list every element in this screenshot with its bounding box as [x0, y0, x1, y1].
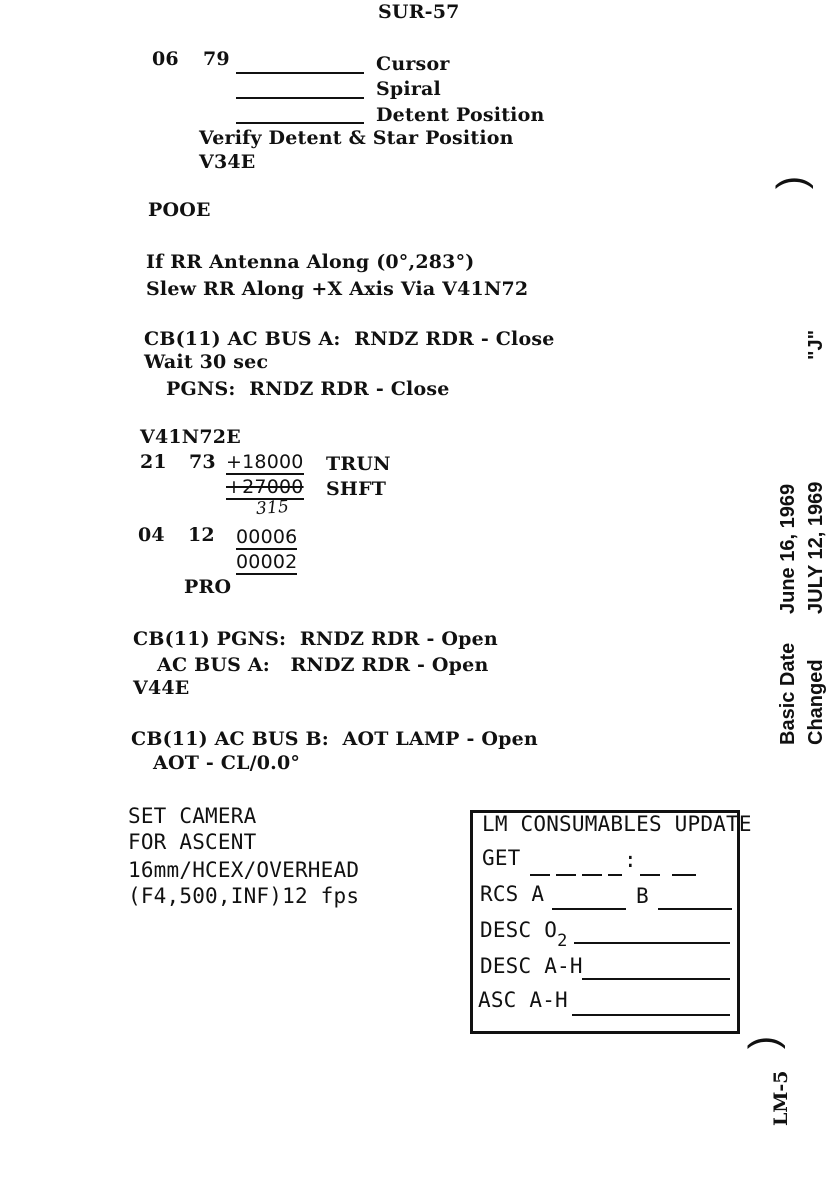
rr-slew-step: Slew RR Along +X Axis Via V41N72 [146, 278, 529, 300]
pooe-step: POOE [148, 199, 211, 221]
asc-ah-label: ASC A-H [478, 988, 568, 1012]
camera-line-4: (F4,500,INF)12 fps [128, 884, 360, 908]
get-label: GET [482, 846, 521, 870]
get-blank-3 [582, 874, 602, 876]
v41n72e-step: V41N72E [140, 426, 241, 448]
margin-mark-bottom: ( [747, 1035, 792, 1050]
rr-antenna-step: If RR Antenna Along (0°,283°) [146, 251, 475, 273]
cb-pgns-open: CB(11) PGNS: RNDZ RDR - Open [133, 628, 498, 650]
shft-label: SHFT [326, 478, 387, 500]
cursor-blank [236, 72, 364, 74]
basic-date: June 16, 1969 [777, 483, 799, 614]
detent-blank [236, 122, 364, 124]
asc-ah-blank [572, 1014, 730, 1016]
cursor-label: Cursor [376, 53, 450, 75]
spiral-blank [236, 97, 364, 99]
pro-step: PRO [184, 576, 232, 598]
desc-o2-blank [574, 942, 730, 944]
ac-bus-a-open: AC BUS A: RNDZ RDR - Open [157, 654, 489, 676]
v44e-step: V44E [133, 677, 190, 699]
aot-step: AOT - CL/0.0° [153, 752, 301, 774]
rcs-b-label: B [636, 884, 649, 908]
get-blank-1 [530, 874, 550, 876]
register-04: 04 [138, 524, 165, 546]
get-blank-6 [672, 874, 696, 876]
register-12: 12 [188, 524, 215, 546]
rcs-a-label: RCS A [480, 882, 545, 906]
shft-value-struck: +27000 [226, 476, 304, 498]
page-code: LM-5 [770, 1070, 792, 1126]
verify-step: Verify Detent & Star Position [199, 127, 514, 149]
register-06: 06 [152, 48, 179, 70]
rcs-b-blank [658, 908, 732, 910]
wait-step: Wait 30 sec [144, 351, 269, 373]
r1-value: 00006 [236, 526, 298, 548]
cb-ac-bus-b: CB(11) AC BUS B: AOT LAMP - Open [131, 728, 538, 750]
register-73: 73 [189, 451, 216, 473]
cb-ac-bus-a-close: CB(11) AC BUS A: RNDZ RDR - Close [144, 328, 555, 350]
pgns-close-step: PGNS: RNDZ RDR - Close [166, 378, 450, 400]
camera-line-3: 16mm/HCEX/OVERHEAD [128, 858, 360, 882]
r2-value: 00002 [236, 551, 298, 573]
register-21: 21 [140, 451, 167, 473]
v34e-step: V34E [199, 151, 256, 173]
handwritten-correction: 315 [255, 496, 290, 520]
desc-ah-label: DESC A-H [480, 954, 583, 978]
camera-line-2: FOR ASCENT [128, 830, 257, 854]
camera-line-1: SET CAMERA [128, 804, 257, 828]
changed-label: Changed [805, 659, 827, 745]
desc-ah-blank [582, 978, 730, 980]
get-blank-2 [556, 874, 576, 876]
detent-label: Detent Position [376, 104, 545, 126]
page-id: SUR-57 [378, 1, 460, 23]
rcs-a-blank [552, 908, 626, 910]
get-blank-4 [608, 874, 622, 876]
revision-letter: "J" [805, 329, 827, 360]
desc-o2-subscript: 2 [557, 931, 568, 951]
trun-value: +18000 [226, 451, 304, 473]
desc-o2-text: DESC O [480, 918, 558, 942]
get-blank-5 [640, 874, 660, 876]
trun-label: TRUN [326, 453, 391, 475]
margin-mark-top: ( [775, 175, 820, 190]
changed-date: JULY 12, 1969 [805, 481, 827, 614]
get-colon: : [624, 848, 637, 872]
register-79: 79 [203, 48, 230, 70]
desc-o2-label [480, 918, 568, 951]
basic-date-label: Basic Date [777, 642, 799, 745]
spiral-label: Spiral [376, 78, 441, 100]
consumables-title: LM CONSUMABLES UPDATE [482, 812, 752, 836]
